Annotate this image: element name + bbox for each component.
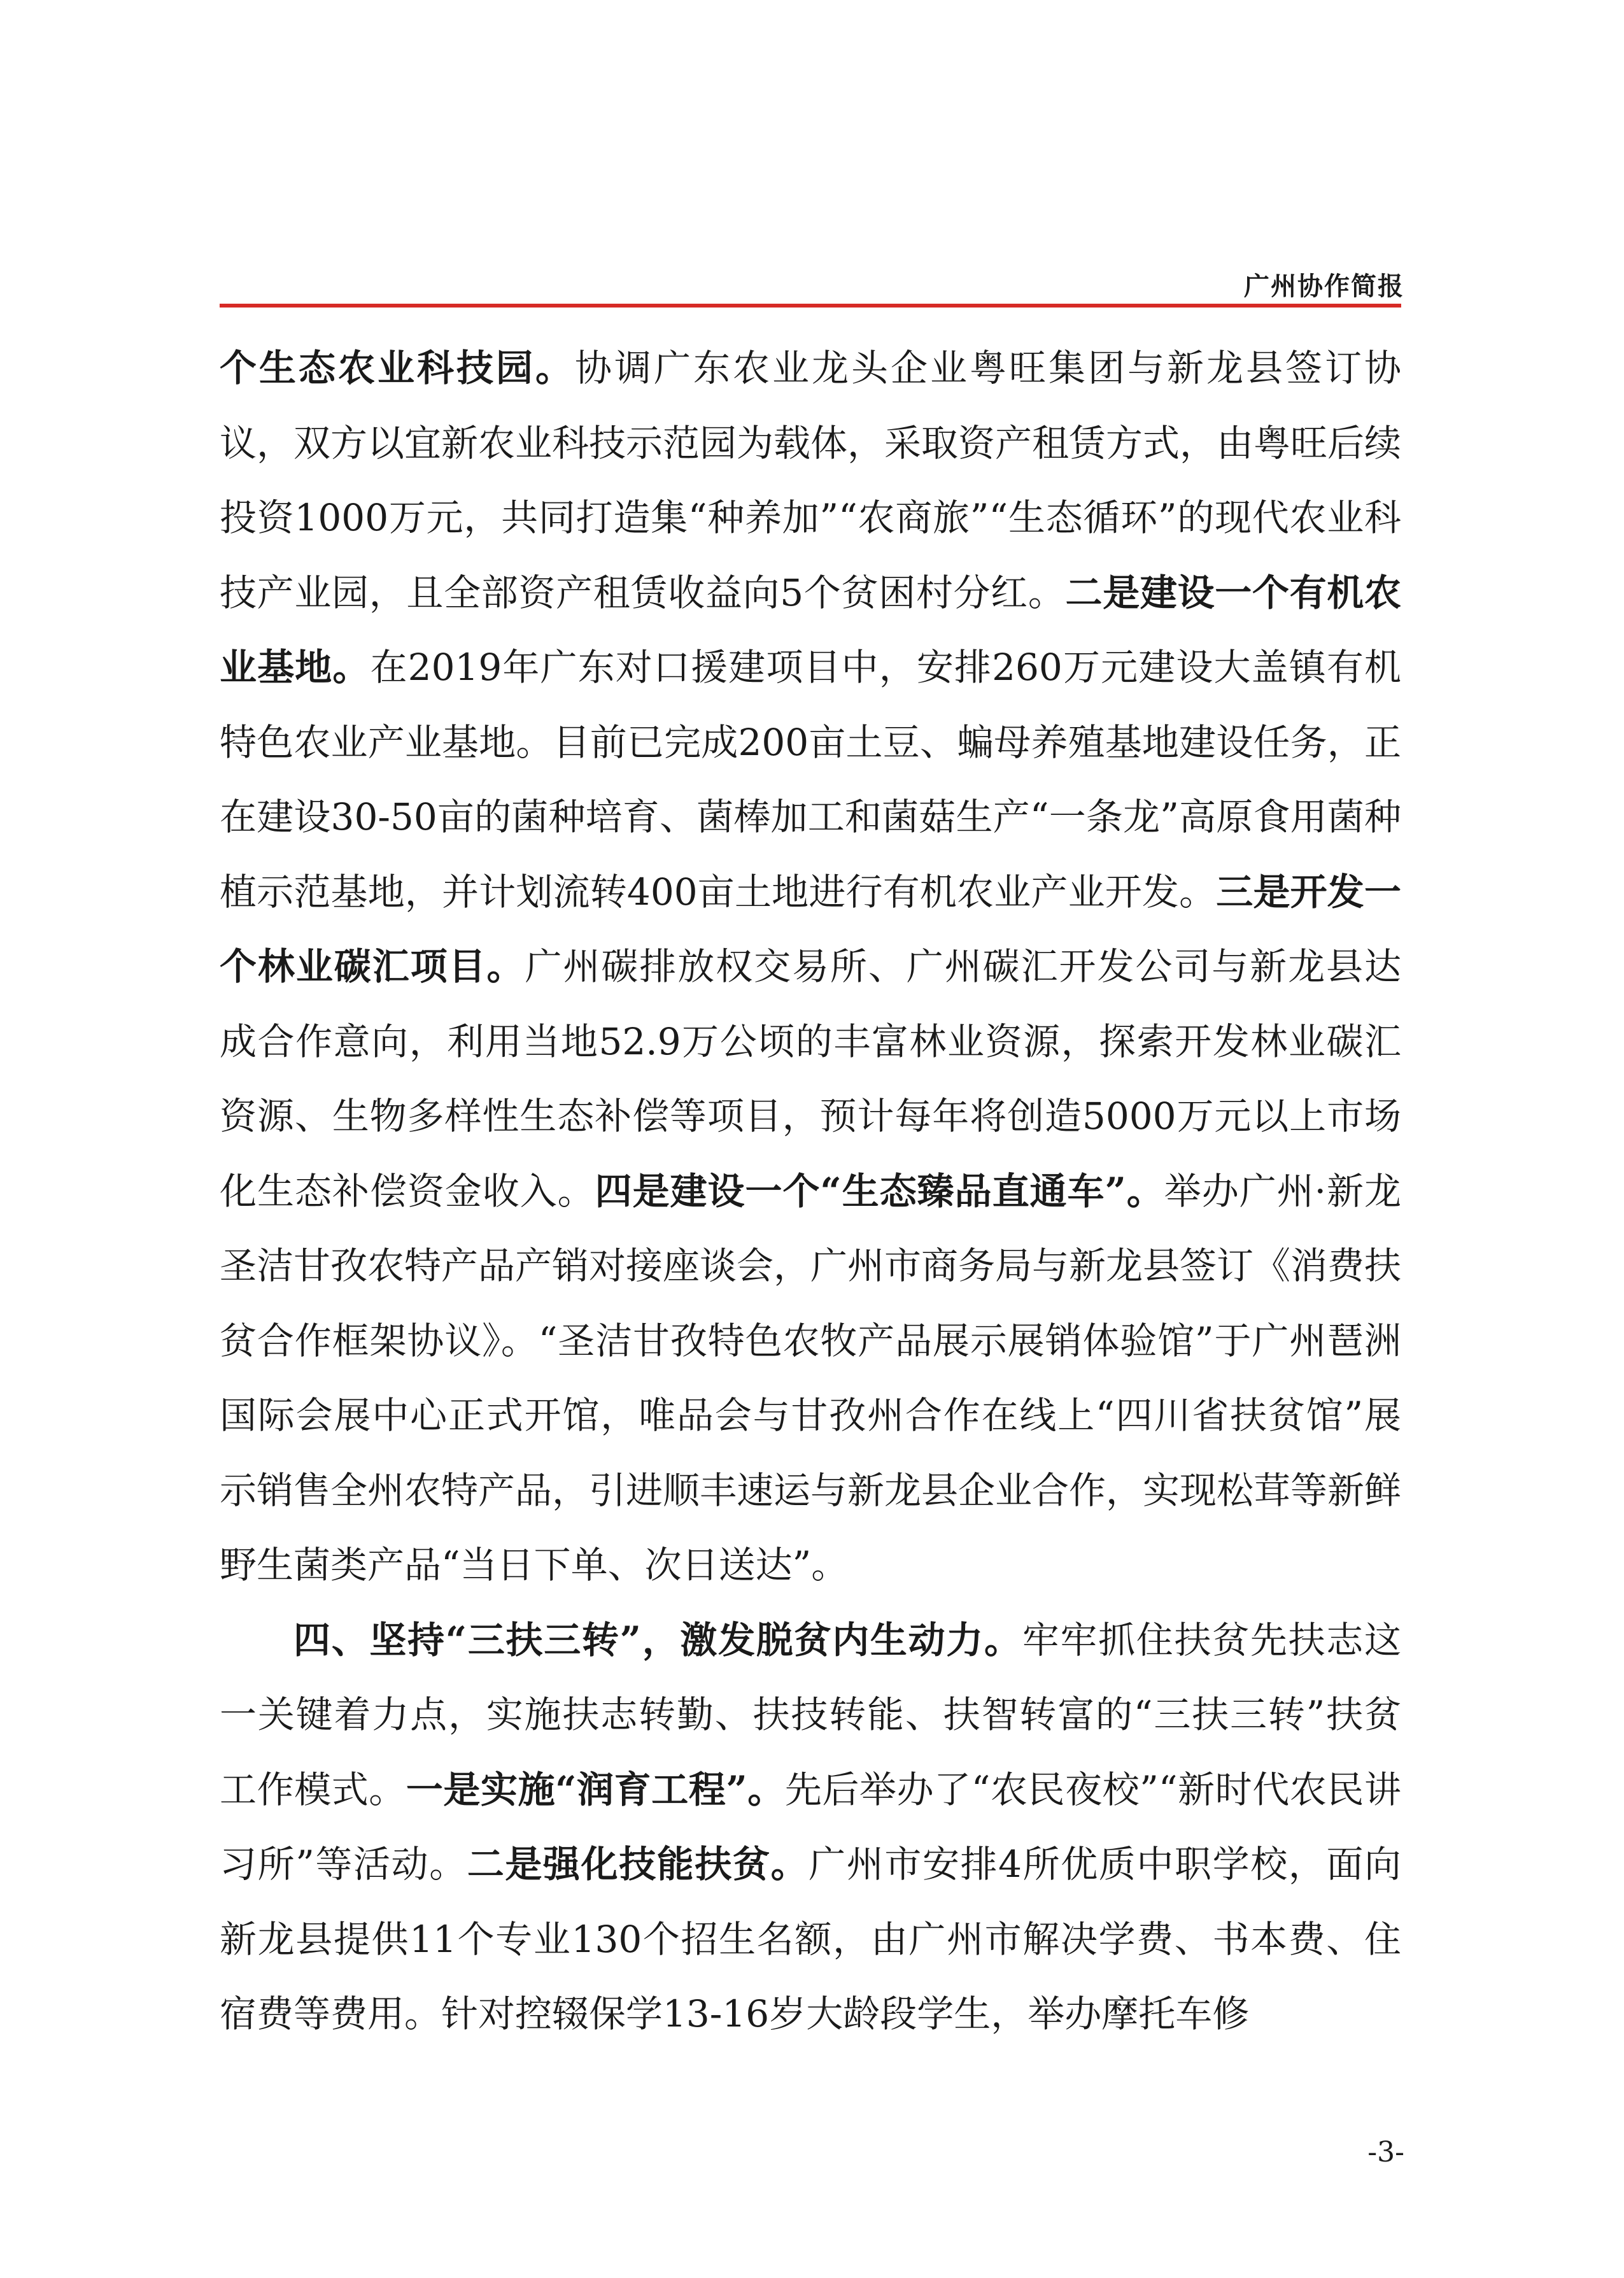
text-run: 广州碳排放权交易所、广州碳汇开发公司与新龙县达成合作意向，利用当地52.9万公顷的丰富林业资源，探索开发林业碳汇资源、生物多样性生态补偿等项目，预计每年将创造5000万元以上市场化生态补偿资金收入。 [220, 945, 1401, 1213]
bold-phrase: 一是实施“润育工程”。 [406, 1767, 785, 1811]
text-run: 先后举办了“农民夜校”“新时代农民讲习所”等活动。 [220, 1767, 1401, 1886]
bold-phrase: 四是建设一个“生态臻品直通车”。 [595, 1169, 1164, 1213]
bold-phrase: 三是开发一个林业碳汇项目。 [220, 870, 1401, 988]
text-run: 广州市安排4所优质中职学校，面向新龙县提供11个专业130个招生名额，由广州市解决学费、书本费、住宿费等费用。针对控辍保学13-16岁大龄段学生，举办摩托车修 [220, 1843, 1401, 2035]
bold-phrase: 个生态农业科技园。 [220, 346, 575, 390]
text-run: 协调广东农业龙头企业粤旺集团与新龙县签订协议，双方以宜新农业科技示范园为载体，采取资产租赁方式，由粤旺后续投资1000万元，共同打造集“种养加”“农商旅”“生态循环”的现代农业科技产业园，且全部资产租赁收益向5个贫困村分红。 [220, 346, 1402, 614]
text-run: 在2019年广东对口援建项目中，安排260万元建设大盖镇有机特色农业产业基地。目前已完成200亩土豆、蝙母养殖基地建设任务，正在建设30-50亩的菌种培育、菌棒加工和菌菇生产“一条龙”高原食用菌种植示范基地，并计划流转400亩土地进行有机农业产业开发。 [220, 646, 1401, 914]
paragraph-continued [220, 331, 1401, 1603]
text-run: 举办广州·新龙圣洁甘孜农特产品产销对接座谈会，广州市商务局与新龙县签订《消费扶贫合作框架协议》。“圣洁甘孜特色农牧产品展示展销体验馆”于广州琶洲国际会展中心正式开馆，唯品会与甘孜州合作在线上“四川省扶贫馆”展示销售全州农特产品，引进顺丰速运与新龙县企业合作，实现松茸等新鲜野生菌类产品“当日下单、次日送达”。 [220, 1169, 1402, 1587]
section-heading: 四、坚持“三扶三转”，激发脱贫内生动力。 [293, 1618, 1022, 1662]
header-title: 广州协作简报 [1244, 271, 1404, 301]
page-number: -3- [1367, 2136, 1404, 2168]
text-run: 牢牢抓住扶贫先扶志这一关键着力点，实施扶志转勤、扶技转能、扶智转富的“三扶三转”扶贫工作模式。 [220, 1618, 1401, 1811]
header-rule [220, 304, 1401, 308]
body-text [220, 331, 1401, 2052]
paragraph-section-four [220, 1603, 1401, 2052]
bold-phrase: 二是建设一个有机农业基地。 [220, 570, 1401, 689]
bold-phrase: 二是强化技能扶贫。 [467, 1843, 809, 1886]
